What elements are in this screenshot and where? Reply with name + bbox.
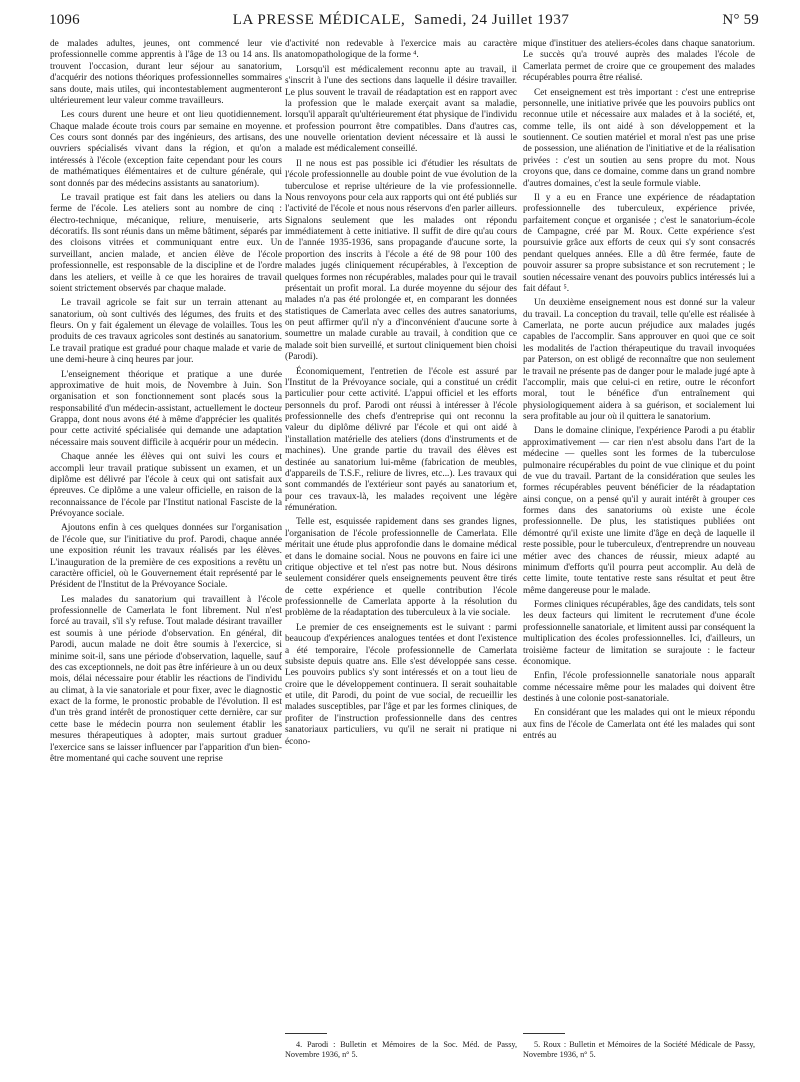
paragraph: de malades adultes, jeunes, ont commencé leur vie professionnelle comme apprentis à l'âge de 13 ou 14 ans. Ils trouvent l'occasion, durant leur séjour au sanatorium, d'acquérir des notions théoriques professionnelles sommaires sans doute, mais utiles, qui incontestablement augmenteront ultérieurement leur valeur comme travailleurs. [50, 39, 282, 106]
column-3 [523, 39, 755, 746]
paragraph: Les cours durent une heure et ont lieu quotidiennement. Chaque malade écoute trois cours par semaine en moyenne. Ces cours sont donnés par des ingénieurs, des artisans, des ouvriers spécialisés vivant dans la région, et qu'on a intéressés à l'école (exception faite cependant pour les cours de mathématiques élémentaires et de culture générale, qui sont donnés par des médecins assistants au sanatorium). [50, 110, 282, 189]
paragraph: d'activité non redevable à l'exercice mais au caractère anatomopathologique de la forme ⁴. [285, 39, 517, 61]
footnote-rule [523, 1033, 565, 1034]
footnote-text: 4. Parodi : Bulletin et Mémoires de la Soc. Méd. de Passy, Novembre 1936, n° 5. [285, 1040, 517, 1060]
paragraph: Il y a eu en France une expérience de réadaptation professionnelle des tuberculeux, expérience privée, parfaitement conçue et organisée ; c'est le sanatorium-école de Campagne, créé par M. Roux. Cette expérience s'est poursuivie grâce aux efforts de ceux qui s'y sont consacrés pendant quelques années. Elle a dû être fermée, faute de pouvoir assurer sa propre subsistance et son recrutement ; le soutien nécessaire venant des pouvoirs publics intéressés lui a fait défaut ⁵. [523, 192, 755, 294]
paragraph: Un deuxième enseignement nous est donné sur la valeur du travail. La conception du travail, telle qu'elle est réalisée à Camerlata, ne porte aucun préjudice aux malades jugés capables de l'accomplir. Sans approuver en quoi que ce soit les modalités de l'action thérapeutique du travail invoquées par Paterson, on est obligé de reconnaître que non seulement le travail ne présente pas de danger pour le malade jugé apte à l'accomplir, mais que celui-ci en retire, outre le réconfort moral, tout le bénéfice d'un entraînement qui physiologiquement aidera à sa guérison, et socialement lui sera profitable au jour où il quittera le sanatorium. [523, 298, 755, 422]
column-2 [285, 39, 517, 751]
journal-name: LA PRESSE MÉDICALE, [232, 12, 406, 28]
paragraph: Telle est, esquissée rapidement dans ses grandes lignes, l'organisation de l'école professionnelle de Camerlata. Elle méritait une étude plus approfondie dans le domaine médical et dans le domaine social. Nous ne pouvons en faire ici une critique objective et tel n'est pas notre but. Nous désirons seulement considérer quels enseignements peuvent être tirés de cette expérience et quelle contribution l'école professionnelle de Camerlata apporte à la résolution du problème de la réadaptation des tuberculeux à la vie sociale. [285, 517, 517, 619]
paragraph: Les malades du sanatorium qui travaillent à l'école professionnelle de Camerlata le font librement. Nul n'est forcé au travail, s'il s'y refuse. Tout malade désirant travailler est soumis à une période d'observation. En général, dit Parodi, aucun malade ne doit être soumis à l'exercice, si minime soit-il, sans une période d'observation, laquelle, sauf des cas exceptionnels, ne doit pas être inférieure à un ou deux mois, délai nécessaire pour établir les réactions de l'individu au climat, à la vie sanatoriale et pour fixer, avec le diagnostic exact de la forme, le pronostic probable de l'évolution. Il est d'un très grand intérêt de pronostiquer cette dernière, car sur cette base le médecin pourra non seulement établir les mesures thérapeutiques à adopter, mais surtout graduer l'exercice sans se laisser influencer par l'apparition d'un bien-être momentané qui cache souvent une reprise [50, 594, 282, 764]
paragraph: L'enseignement théorique et pratique a une durée approximative de huit mois, de Novembre à Juin. Son organisation et son fonctionnement sont placés sous la responsabilité d'un médecin-assistant, actuellement le docteur Grappa, dont nous avons été à même d'apprécier les qualités pour cette activité spécialisée qui demande une adaptation nécessaire mais souvent difficile à acquérir pour un médecin. [50, 369, 282, 448]
page-number: 1096 [49, 12, 80, 28]
issue-number: N° 59 [722, 12, 759, 28]
paragraph: Dans le domaine clinique, l'expérience Parodi a pu établir approximativement — car rien n'est absolu dans l'art de la médecine — quelles sont les formes de la tuberculose pulmonaire récupérables du point de vue clinique et du point de vue du travail. Partant de la considération que seules les formes récupérables peuvent bénéficier de la réadaptation ainsi conçue, on a pensé qu'il y aurait intérêt à grouper ces formes dans des sanatoriums où existe une école professionnelle. De plus, les statistiques publiées ont démontré qu'il existe une limite d'âge en deçà de laquelle il reste possible, pour le tuberculeux, d'entreprendre un nouveau métier avec des chances de réussir, mieux adapté au minimum d'efforts qu'il pourra peut accomplir. Au delà de cette limite, toute tentative reste sans résultat et peut être même dangereuse pour le malade. [523, 426, 755, 596]
page-header [49, 12, 759, 29]
paragraph: Cet enseignement est très important : c'est une entreprise personnelle, une initiative privée que les pouvoirs publics ont reconnue utile et nécessaire aux malades et à la société, et, comme telle, ils ont aidé à son développement et la soutiennent. Ce soutien matériel et moral n'est pas une prise de possession, une aliénation de l'initiative et de la réalisation privées : c'est un soutien au sens propre du mot. Nous croyons que, dans ce domaine, comme dans un grand nombre d'autres domaines, c'est la seule formule viable. [523, 87, 755, 189]
journal-title [233, 12, 570, 29]
paragraph: Le travail agricole se fait sur un terrain attenant au sanatorium, où sont cultivés des légumes, des fruits et des fleurs. On y fait également un élevage de volailles. Tous les produits de ces travaux agricoles sont destinés au sanatorium. Le travail pratique est gradué pour chaque malade et varie de une demi-heure à cinq heures par jour. [50, 298, 282, 366]
paragraph: Formes cliniques récupérables, âge des candidats, tels sont les deux facteurs qui limitent le recrutement d'une école professionnelle sanatoriale, et limitent aussi par conséquent la multiplication des écoles professionnelles. Ici, d'ailleurs, un troisième facteur de limitation se surajoute : le facteur économique. [523, 600, 755, 667]
paragraph: Le travail pratique est fait dans les ateliers ou dans la ferme de l'école. Les ateliers sont au nombre de cinq : électro-technique, mécanique, reliure, menuiserie, arts décoratifs. Ils sont réunis dans un même bâtiment, séparés par des cloisons vitrées et communiquant entre eux. Un surveillant, ancien malade, et ancien élève de l'école professionnelle, est responsable de la discipline et de l'ordre dans les ateliers, et veille à ce que les horaires de travail soient strictement observés par chaque malade. [50, 192, 282, 294]
footnote-5 [523, 1040, 755, 1061]
footnote-4 [285, 1040, 517, 1061]
column-1 [50, 39, 282, 768]
footnote-text: 5. Roux : Bulletin et Mémoires de la Société Médicale de Passy, Novembre 1936, n° 5. [523, 1040, 755, 1060]
paragraph: Chaque année les élèves qui ont suivi les cours et accompli leur travail pratique subissent un examen, et un diplôme est délivré par l'école à ceux qui ont satisfait aux épreuves. Ce diplôme a une valeur officielle, en raison de la reconnaissance de l'école par l'Institut national Fasciste de la Prévoyance sociale. [50, 452, 282, 519]
paragraph: Ajoutons enfin à ces quelques données sur l'organisation de l'école que, sur l'initiative du prof. Parodi, chaque année une exposition réunit les travaux réalisés par les élèves. L'inauguration de la première de ces expositions a revêtu un caractère officiel, où le Gouvernement était représenté par le Président de l'Institut de la Prévoyance Sociale. [50, 523, 282, 591]
paragraph: Enfin, l'école professionnelle sanatoriale nous apparaît comme nécessaire même pour les malades qui doivent être destinés à une colonie post-sanatoriale. [523, 671, 755, 704]
issue-date: Samedi, 24 Juillet 1937 [414, 12, 570, 28]
paragraph: mique d'instituer des ateliers-écoles dans chaque sanatorium. Le succès qu'a trouvé auprès des malades l'école de Camerlata permet de croire que ce groupement des malades récupérables pourra être réalisé. [523, 39, 755, 84]
paragraph: Lorsqu'il est médicalement reconnu apte au travail, il s'inscrit à l'une des sections dans laquelle il désire travailler. Le plus souvent le travail de réadaptation est en rapport avec la profession que le malade exerçait avant sa maladie, lorsqu'il apparaît qu'ultérieurement état physique de l'individu et profession pourront être compatibles. Dans d'autres cas, une nouvelle orientation devient nécessaire et là aussi le malade est médicalement conseillé. [285, 64, 517, 155]
paragraph: Le premier de ces enseignements est le suivant : parmi beaucoup d'expériences analogues tentées et dont l'existence a été temporaire, l'école professionnelle de Camerlata subsiste depuis quatre ans. Elle s'est développée sans cesse. Les pouvoirs publics s'y sont intéressés et on a tout lieu de croire que le développement continuera. Il serait souhaitable et utile, dit Parodi, du point de vue social, de recueillir les malades susceptibles, par l'âge et par les formes cliniques, de profiter de l'instruction professionnelle dans des centres sanatoriaux particuliers, vu qu'il ne serait ni pratique ni écono- [285, 622, 517, 747]
paragraph: En considérant que les malades qui ont le mieux répondu aux fins de l'école de Camerlata ont été les malades qui sont entrés au [523, 708, 755, 742]
footnote-rule [285, 1033, 327, 1034]
paragraph: Économiquement, l'entretien de l'école est assuré par l'Institut de la Prévoyance sociale, qui a constitué un crédit particulier pour cette activité. L'appui officiel et les efforts personnels du prof. Parodi ont réussi à intéresser à l'école professionnelle des chefs d'entreprise qui ont reconnu la valeur du diplôme délivré par l'école et qui ont aidé à l'installation matérielle des ateliers (dons d'instruments et de machines). Une grande partie du travail des élèves est destinée au sanatorium lui-même (fabrication de meubles, d'appareils de T.S.F., reliure de livres, etc...). Les travaux qui sont commandés de l'extérieur sont payés au sanatorium et, pour ces travaux-là, les malades reçoivent une légère rémunération. [285, 366, 517, 513]
paragraph: Il ne nous est pas possible ici d'étudier les résultats de l'école professionnelle au double point de vue évolution de la tuberculose et reprise ultérieure de la vie professionnelle. Nous renvoyons pour cela aux rapports qui ont été publiés sur l'activité de l'école et nous nous réservons d'en parler ailleurs. Signalons seulement que les malades ont répondu immédiatement à cette initiative. Il suffit de dire qu'au cours de l'année 1935-1936, sans propagande d'aucune sorte, la proportion des inscrits à l'école a été de 98 pour 100 des malades jugés cliniquement récupérables, à l'exception de quelques formes non récupérables, malades pour qui le travail présentait un profit moral. La durée moyenne du séjour des malades n'a pas été prolongée et, en comparant les données statistiques de Camerlata avec celles des autres sanatoriums, on peut affirmer qu'il n'y a d'inconvénient d'aucune sorte à soumettre un malade curable au travail, à condition que ce malade soit bien surveillé, et surtout cliniquement bien choisi (Parodi). [285, 158, 517, 363]
